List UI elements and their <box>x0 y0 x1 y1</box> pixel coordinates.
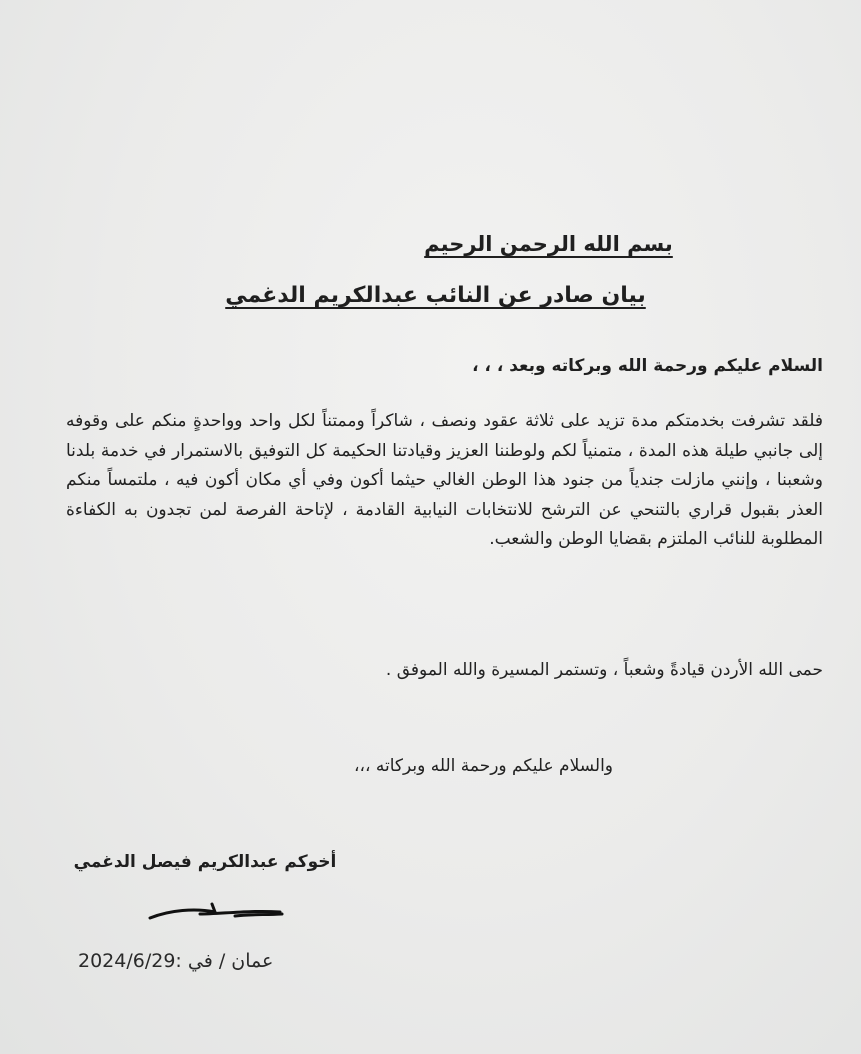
signer-name: أخوكم عبدالكريم فيصل الدغمي <box>73 852 337 872</box>
opening-greeting: السلام عليكم ورحمة الله وبركاته وبعد ، ، ، <box>472 356 823 376</box>
farewell-line: والسلام عليكم ورحمة الله وبركاته ،،، <box>354 756 613 776</box>
statement-title: بيان صادر عن النائب عبدالكريم الدغمي <box>225 283 646 308</box>
statement-body: فلقد تشرفت بخدمتكم مدة تزيد على ثلاثة عقود ونصف ، شاكراً وممتناً لكل واحد وواحدةٍ منكم على وقوفه إلى جانبي طيلة هذه المدة ، متمنياً لكم ولوطننا العزيز وقيادتنا الحكيمة كل التوفيق بالاستمرار في خدمة بلدنا وشعبنا ، وإنني مازلت جندياً من جنود هذا الوطن الغالي حيثما أكون وفي أي مكان أكون فيه ، ملتمساً منكم العذر بقبول قراري بالتنحي عن الترشح للانتخابات النيابية القادمة ، لإتاحة الفرصة لمن تجدون به الكفاءة المطلوبة للنائب الملتزم بقضايا الوطن والشعب. <box>66 411 823 549</box>
closing-line: حمى الله الأردن قيادةً وشعباً ، وتستمر المسيرة والله الموفق . <box>385 660 823 680</box>
place-date-line: عمان / في :2024/6/29 <box>78 950 274 972</box>
basmala-heading: بسم الله الرحمن الرحيم <box>424 232 673 256</box>
handwritten-signature <box>140 890 290 930</box>
